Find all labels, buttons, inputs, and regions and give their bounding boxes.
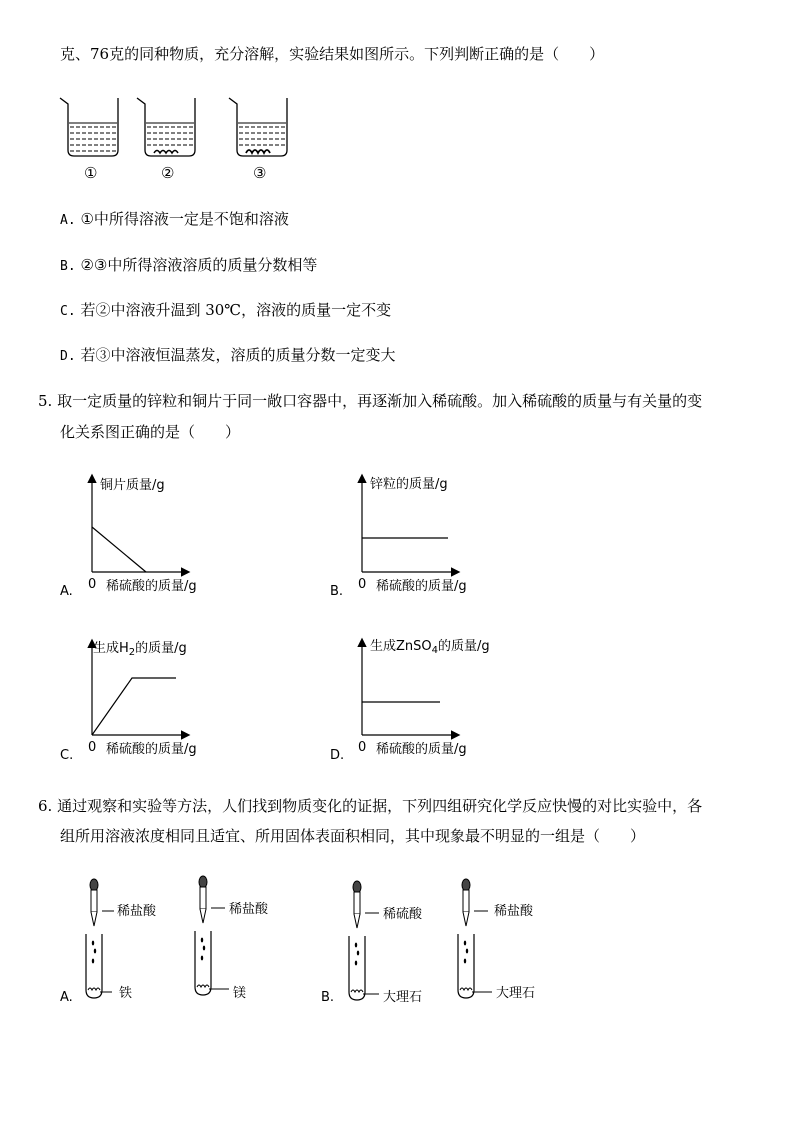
beaker-label-3: ③	[253, 164, 267, 182]
graph-d-ylabel	[370, 638, 490, 656]
ylabel-part: 生成ZnSO	[370, 639, 432, 654]
option-text: 若③中溶液恒温蒸发，溶质的质量分数一定变大	[80, 346, 396, 364]
q4-option-a[interactable]	[60, 209, 289, 231]
tube-3-acid: 稀硫酸	[383, 907, 423, 922]
question-6-stem-line-2: 组所用溶液浓度相同且适宜、所用固体表面积相同，其中现象最不明显的一组是（ ）	[60, 827, 646, 845]
tube-1-solid: 铁	[119, 986, 133, 1001]
dropper-tube-1	[86, 879, 114, 998]
ylabel-part: 的质量/g	[135, 641, 187, 656]
dropper-tube-4	[458, 879, 492, 998]
plot-line	[92, 527, 146, 572]
question-4-stem-tail: 克、76克的同种物质，充分溶解，实验结果如图所示。下列判断正确的是（ ）	[60, 45, 605, 63]
tube-4-solid: 大理石	[496, 986, 536, 1001]
ylabel-subscript: 2	[128, 647, 136, 658]
question-5-line-1: 取一定质量的锌粒和铜片于同一敞口容器中，再逐渐加入稀硫酸。加入稀硫酸的质量与有关量的变	[57, 392, 703, 410]
question-6-stem	[38, 796, 702, 816]
question-5-stem	[38, 391, 702, 411]
graph-a-xlabel: 稀硫酸的质量/g	[106, 579, 197, 594]
graph-a-letter: A.	[60, 584, 73, 599]
tube-1-acid: 稀盐酸	[117, 904, 157, 919]
graph-b-xlabel: 稀硫酸的质量/g	[376, 579, 467, 594]
graph-a-ylabel: 铜片质量/g	[100, 478, 165, 493]
q4-option-d[interactable]	[60, 345, 395, 367]
graph-b[interactable]	[362, 476, 458, 572]
graph-b-ylabel: 锌粒的质量/g	[370, 477, 448, 492]
option-letter: B.	[60, 259, 76, 274]
beaker-1	[60, 98, 118, 156]
option-text: ②③中所得溶液溶质的质量分数相等	[80, 256, 318, 274]
beaker-3	[229, 98, 287, 156]
graph-d-origin: 0	[358, 740, 367, 755]
option-text: ①中所得溶液一定是不饱和溶液	[80, 210, 289, 228]
graph-c-ylabel	[93, 640, 187, 658]
q4-option-c[interactable]	[60, 300, 391, 322]
ylabel-subscript: 4	[431, 645, 439, 656]
q4-option-b[interactable]	[60, 255, 317, 277]
option-text: 若②中溶液升温到 30℃，溶液的质量一定不变	[80, 301, 392, 319]
tube-3-solid: 大理石	[383, 990, 423, 1005]
graph-d[interactable]	[362, 640, 458, 735]
ylabel-part: 生成H	[93, 641, 129, 656]
graph-d-letter: D.	[330, 748, 345, 763]
option-letter: A.	[60, 213, 76, 228]
tube-2-acid: 稀盐酸	[229, 902, 269, 917]
ylabel-part: 的质量/g	[438, 639, 490, 654]
graph-a[interactable]	[92, 476, 188, 572]
group-letter-a: A.	[60, 990, 73, 1005]
dropper-tube-3	[349, 881, 379, 1000]
option-letter: D.	[60, 349, 76, 364]
graph-c[interactable]	[92, 641, 188, 735]
graph-b-origin: 0	[358, 577, 367, 592]
tube-2-solid: 镁	[233, 986, 247, 1001]
question-6-line-1: 通过观察和实验等方法，人们找到物质变化的证据，下列四组研究化学反应快慢的对比实验中，各	[57, 797, 703, 815]
graph-d-xlabel: 稀硫酸的质量/g	[376, 742, 467, 757]
question-number: 6.	[38, 797, 53, 815]
graph-c-xlabel: 稀硫酸的质量/g	[106, 742, 197, 757]
graph-b-letter: B.	[330, 584, 344, 599]
graph-a-origin: 0	[88, 577, 97, 592]
plot-line	[92, 678, 176, 735]
beaker-label-1: ①	[84, 164, 98, 182]
beaker-label-2: ②	[161, 164, 175, 182]
beaker-2	[137, 98, 195, 156]
question-5-stem-line-2: 化关系图正确的是（ ）	[60, 423, 241, 441]
question-number: 5.	[38, 392, 53, 410]
tube-4-acid: 稀盐酸	[494, 904, 534, 919]
dropper-tube-2	[195, 876, 229, 995]
graph-c-letter: C.	[60, 748, 74, 763]
graph-c-origin: 0	[88, 740, 97, 755]
option-letter: C.	[60, 304, 76, 319]
group-letter-b: B.	[321, 990, 335, 1005]
